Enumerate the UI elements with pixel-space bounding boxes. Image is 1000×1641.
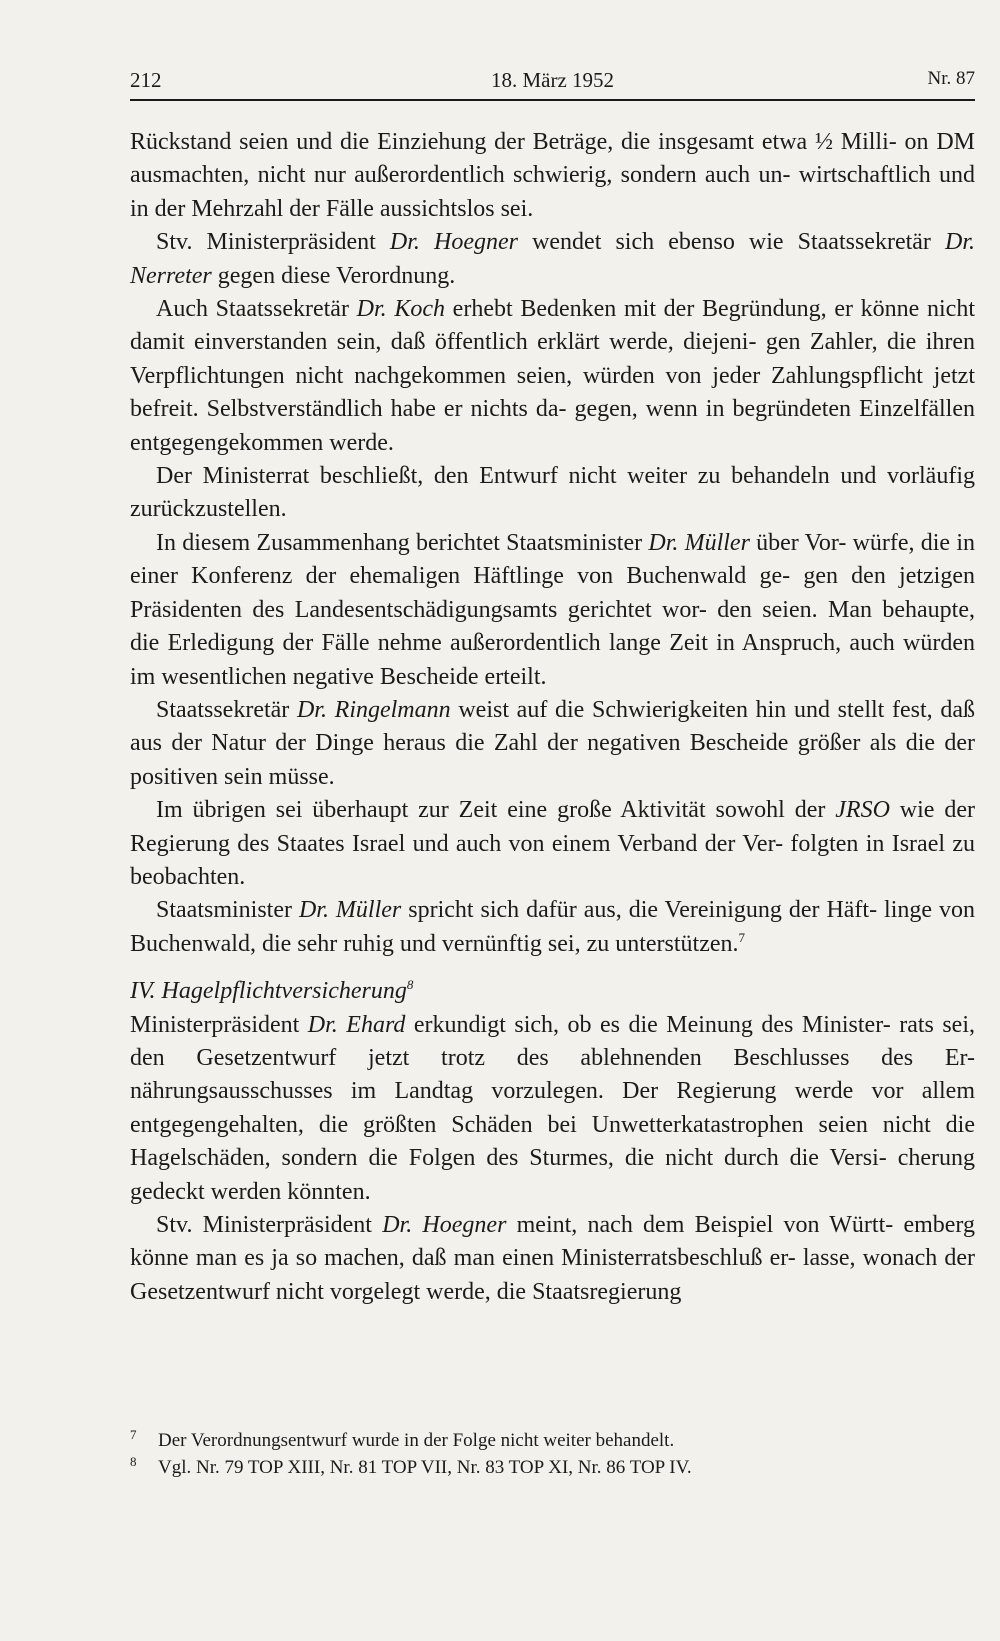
text-run: Im übrigen sei überhaupt zur Zeit eine große Aktivität sowohl der — [156, 797, 836, 824]
text-run: erkundigt sich, ob es die Meinung des Minister- rats sei, den Gesetzentwurf jetzt trotz des ablehnenden Beschlusses des Er- nährungsausschusses im Landtag vorzulegen. Der Regierung werde vor allem entgegengehalten, die größten Schäden bei Unwetterkatastrophen seien nicht die Hagelschäden, sondern die Folgen des Sturmes, die nicht durch die Versi- cherung gedeckt werden könnten. — [130, 1011, 975, 1205]
organization-name: JRSO — [835, 797, 890, 824]
paragraph — [130, 293, 975, 460]
text-run: gegen diese Verordnung. — [211, 262, 456, 289]
paragraph — [130, 226, 975, 293]
paragraph — [130, 1209, 975, 1309]
text-run: Staatsminister — [156, 897, 299, 924]
person-name: Dr. Koch — [356, 296, 445, 323]
text-run: weist auf die Schwierigkeiten hin und stellt fest, daß aus der Natur der Dinge heraus die Zahl der negativen Bescheide größer als die der positiven sein müsse. — [130, 696, 976, 790]
footnote-text: Vgl. Nr. 79 TOP XIII, Nr. 81 TOP VII, Nr. 83 TOP XI, Nr. 86 TOP IV. — [158, 1457, 692, 1478]
text-run: wie der Regierung des Staates Israel und auch von einem Verband der Ver- folgten in Israel zu beobachten. — [130, 797, 975, 890]
person-name: Dr. Ringelmann — [296, 696, 451, 723]
person-name: Dr. Ehard — [307, 1011, 406, 1038]
footnote — [130, 1428, 975, 1455]
paragraph — [130, 1009, 975, 1209]
text-run: Stv. Ministerpräsident — [156, 1212, 383, 1238]
text-run: Staatssekretär — [156, 696, 297, 723]
text-run: über Vor- würfe, die in einer Konferenz der ehemaligen Häftlinge von Buchenwald ge- gen den jetzigen Präsidenten des Landesentschädigungsamts gerichtet wor- den seien. Man behaupte, die Erledigung der Fälle nehme außerordentlich lange Zeit in Anspruch, auch würden im wesentlichen negative Bescheide erteilt. — [130, 529, 975, 690]
person-name: Dr. Nerreter — [130, 229, 976, 289]
body-text — [130, 126, 975, 1309]
text-run: Auch Staatssekretär — [156, 296, 357, 323]
footnote-text: Der Verordnungsentwurf wurde in der Folge nicht weiter behandelt. — [158, 1430, 675, 1451]
text-run: In diesem Zusammenhang berichtet Staatsminister — [156, 529, 649, 556]
paragraph — [130, 794, 975, 894]
text-run: erhebt Bedenken mit der Begründung, er könne nicht damit einverstanden sein, daß öffentlich erklärt werde, diejeni- gen Zahler, die ihren Verpflichtungen nicht nachgekommen seien, würden von jeder Zahlungspflicht jetzt befreit. Selbstverständlich habe er nichts da- gegen, wenn in begründeten Einzelfällen entgegengekommen werde. — [130, 296, 976, 456]
person-name: Dr. Müller — [648, 529, 750, 556]
paragraph — [130, 527, 975, 694]
footnote-reference[interactable]: 8 — [406, 977, 414, 993]
document-number: Nr. 87 — [927, 68, 975, 89]
paragraph: Der Ministerrat beschließt, den Entwurf nicht weiter zu behandeln und vorläufig zurückzustellen. — [130, 463, 975, 523]
text-run: spricht sich dafür aus, die Vereinigung der Häft- linge von Buchenwald, die sehr ruhig und vernünftig sei, zu unterstützen. — [130, 897, 975, 957]
running-header — [130, 62, 975, 98]
text-run: meint, nach dem Beispiel von Württ- emberg könne man es ja so machen, daß man einen Ministerratsbeschluß er- lasse, wonach der Gesetzentwurf nicht vorgelegt werde, die Staatsregierung — [130, 1212, 975, 1305]
text-run: Stv. Ministerpräsident — [156, 229, 390, 256]
person-name: Dr. Hoegner — [389, 229, 518, 256]
footnotes — [130, 1428, 975, 1482]
footnote-mark: 8 — [130, 1454, 137, 1469]
footnote-reference[interactable]: 7 — [738, 929, 746, 945]
section-heading — [130, 975, 975, 1008]
person-name: Dr. Hoegner — [382, 1212, 507, 1238]
paragraph — [130, 894, 975, 961]
text-run: wendet sich ebenso wie Staatssekretär — [518, 229, 945, 256]
footnote — [130, 1455, 975, 1482]
header-rule — [130, 99, 975, 101]
paragraph: Rückstand seien und die Einziehung der Beträge, die insgesamt etwa ½ Milli- on DM ausmachten, nicht nur außerordentlich schwierig, sondern auch un- wirtschaftlich und in der Mehrzahl der Fälle aussichtslos sei. — [130, 129, 975, 222]
page-number: 212 — [130, 68, 162, 92]
section-heading-text: IV. Hagelpflichtversicherung — [130, 978, 407, 1005]
text-run: Ministerpräsident — [130, 1011, 308, 1038]
person-name: Dr. Müller — [298, 897, 402, 924]
footnote-mark: 7 — [130, 1427, 137, 1442]
paragraph — [130, 694, 975, 794]
header-date: 18. März 1952 — [490, 68, 615, 92]
